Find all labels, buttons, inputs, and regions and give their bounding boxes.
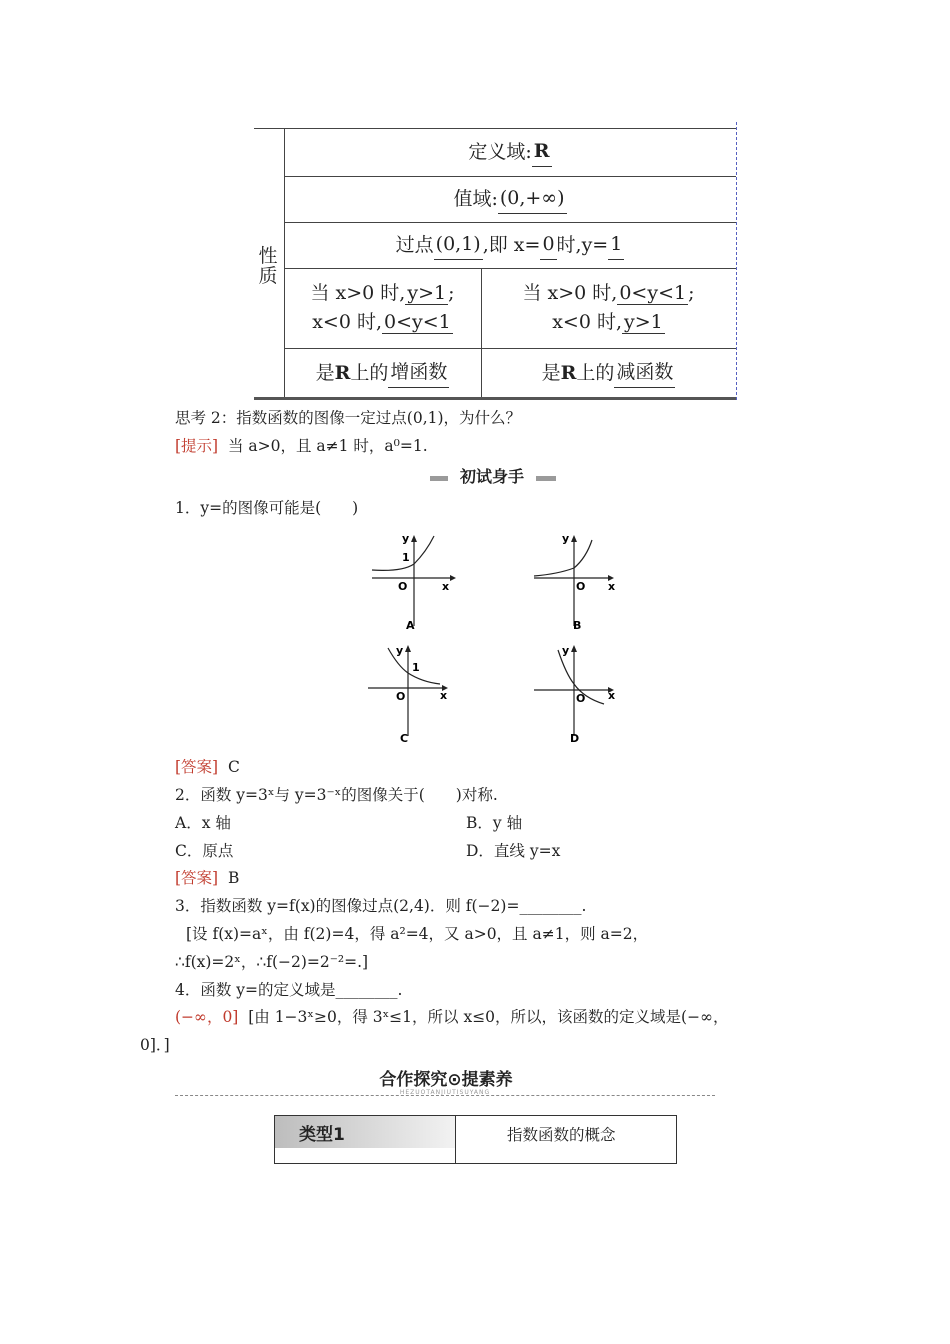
graph-label: C [400,732,409,745]
solution-3-line1: [设 f(x)=aˣ，由 f(2)=4，得 a²=4，又 a>0，且 a≠1，则 a=2， [186,925,649,943]
one-label: 1 [402,551,410,564]
question-1: 1．y=的图像可能是( ) [175,499,359,517]
decreasing-cell: 是 R 上的 减函数 [481,348,736,398]
origin-label: O [576,692,586,705]
answer-1: [答案] C [175,758,240,776]
solution-4-line1: (−∞，0] [由 1−3ˣ≥0，得 3ˣ≤1，所以 x≤0，所以，该函数的定义域是(−∞， [175,1008,729,1026]
solution-4-line2: 0]．] [140,1036,170,1054]
axis-x-label: x [442,580,450,593]
axis-y-label: y [402,532,410,545]
option-a: A．x 轴 [175,814,231,832]
graph-label: B [573,619,582,632]
think-question: 思考 2：指数函数的图像一定过点(0,1)，为什么？ [175,409,522,427]
graph-d [528,640,628,745]
section-banner: 初试身手 [430,466,556,488]
type-box [274,1115,677,1164]
range-row: 值域: (0,+∞) [284,176,736,222]
axis-x-label: x [440,689,448,702]
axis-y-label: y [562,644,570,657]
question-2: 2．函数 y=3ˣ与 y=3⁻ˣ的图像关于( )对称. [175,786,498,804]
origin-label: O [576,580,586,593]
question-3: 3．指数函数 y=f(x)的图像过点(2,4)．则 f(−2)=________. [175,897,587,915]
graph-b [528,530,628,635]
axis-y-label: y [562,532,570,545]
graph-label: A [406,619,415,632]
origin-label: O [398,580,408,593]
solution-3-line2: ∴f(x)=2ˣ，∴f(−2)=2⁻²=.] [175,953,369,971]
axis-y-label: y [396,644,404,657]
increasing-values-cell: 当 x>0 时, y>1 ; x<0 时, 0<y<1 [310,282,455,333]
increasing-cell: 是 R 上的 增函数 [284,348,481,398]
think-hint: [提示] 当 a>0，且 a≠1 时，a⁰=1. [175,437,428,455]
question-4: 4．函数 y=的定义域是________. [175,981,403,999]
answer-2: [答案] B [175,869,240,887]
table-side-label: 性质 [258,245,278,287]
graph-a [362,530,462,635]
graph-c [362,640,462,745]
axis-x-label: x [608,689,616,702]
origin-label: O [396,690,406,703]
one-label: 1 [412,661,420,674]
type-tag: 类型1 [299,1125,345,1145]
fixed-point-row: 过点 (0,1) ,即 x= 0 时,y= 1 [284,222,736,268]
decreasing-values-cell: 当 x>0 时, 0<y<1 ; x<0 时, y>1 [522,282,695,333]
option-b: B．y 轴 [466,814,523,832]
type-title: 指数函数的概念 [507,1126,616,1144]
option-c: C．原点 [175,842,234,860]
properties-table [254,128,738,400]
graph-label: D [570,732,580,745]
domain-row: 定义域: R [284,128,736,176]
option-d: D．直线 y=x [466,842,561,860]
explore-header: 合作探究⊙提素养 HEZUOTANJIUTISUYANG [175,1068,715,1102]
axis-x-label: x [608,580,616,593]
